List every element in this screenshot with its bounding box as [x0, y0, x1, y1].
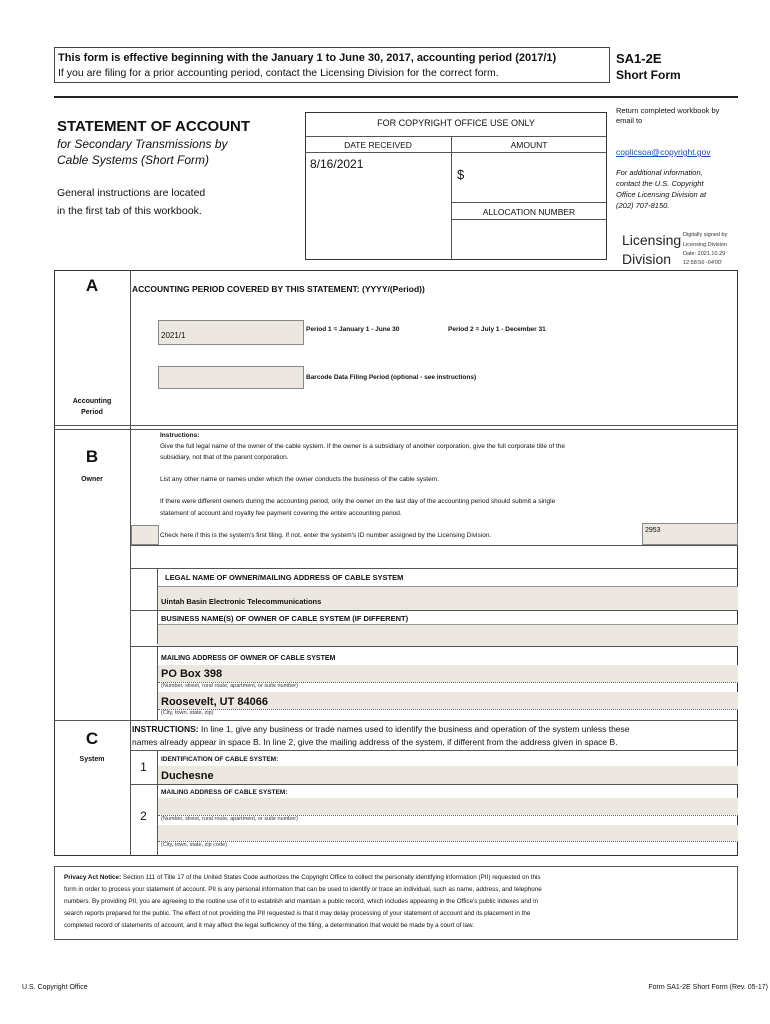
section-c-label: System	[79, 756, 105, 763]
owner-instructions-p3-l2: statement of account and royalty fee payment covering the entire accounting period.	[160, 510, 402, 517]
date-received-value[interactable]: 8/16/2021	[310, 157, 364, 171]
signature-note-2: Licensing Division	[683, 242, 728, 248]
contact-info-2: contact the U.S. Copyright	[616, 179, 704, 188]
barcode-period-label: Barcode Data Filing Period (optional - see instructions)	[306, 374, 477, 381]
date-received-label: DATE RECEIVED	[344, 140, 412, 150]
legal-name-value: Uintah Basin Electronic Telecommunications	[161, 597, 322, 606]
period-2-note: Period 2 = July 1 - December 31	[448, 326, 546, 333]
section-a-label-1: Accounting	[72, 398, 112, 405]
return-instructions-1: Return completed workbook by	[616, 106, 720, 115]
business-name-input[interactable]	[158, 624, 738, 646]
office-use-rule-1	[305, 136, 607, 137]
section-c-letter: C	[85, 729, 99, 748]
owner-instructions-p1-l1: Give the full legal name of the owner of the cable system. If the owner is a subsidiary of another corporation, give the full corporate title of the	[160, 443, 566, 450]
owner-city-hint: (City, town, state, zip)	[161, 710, 214, 716]
section-b-letter: B	[85, 447, 99, 466]
signature-note-3: Date: 2021.10.29	[683, 251, 726, 257]
owner-city-value: Roosevelt, UT 84066	[161, 696, 268, 708]
privacy-notice-bold: Privacy Act Notice:	[64, 874, 122, 881]
privacy-notice-l4: search reports prepared for the public. The effect of not providing the PII requested is that it may delay processing of your statement of account and its placement in the	[64, 910, 531, 917]
system-line-1-number: 1	[140, 760, 147, 774]
section-a-bottom-rule-2	[54, 429, 738, 430]
return-instructions-2: email to	[616, 116, 643, 125]
form-code: SA1-2E	[616, 51, 662, 66]
office-use-box	[305, 112, 607, 260]
period-1-note: Period 1 = January 1 - June 30	[306, 326, 400, 333]
system-instructions-text: In line 1, give any business or trade names used to identify the business and operation of the system unless these	[198, 724, 630, 734]
privacy-notice-l3: numbers. By providing PII, you are agreeing to the routine use of it to establish and maintain a public record, which includes appearing in the Office's public indexes and in	[64, 898, 538, 905]
section-c-rule-2	[130, 784, 738, 785]
barcode-period-input[interactable]	[158, 366, 304, 389]
system-instructions-bold: INSTRUCTIONS:	[132, 724, 199, 734]
section-b-rule-3	[130, 610, 738, 611]
system-line-2-number: 2	[140, 809, 147, 823]
system-ident-value: Duchesne	[161, 770, 214, 782]
owner-instructions-title: Instructions:	[160, 432, 200, 439]
section-c-rule-1	[130, 750, 738, 751]
footer-form-id: Form SA1-2E Short Form (Rev. 05-17)	[648, 984, 768, 991]
owner-street-input[interactable]	[158, 665, 738, 682]
owner-mailing-label: MAILING ADDRESS OF OWNER OF CABLE SYSTEM	[161, 655, 336, 662]
system-ident-input[interactable]	[158, 766, 738, 784]
section-a-label-2: Period	[81, 409, 103, 416]
owner-instructions-p1-l2: subsidiary, not that of the parent corporation.	[160, 454, 289, 461]
signature-name-1: Licensing	[622, 232, 682, 248]
email-link[interactable]: coplicsoa@copyright.gov	[616, 147, 711, 157]
page-subtitle-1: for Secondary Transmissions by	[57, 137, 228, 151]
system-city-input[interactable]	[158, 825, 738, 841]
office-use-heading: FOR COPYRIGHT OFFICE USE ONLY	[377, 118, 535, 128]
general-instructions-2: in the first tab of this workbook.	[57, 205, 202, 217]
general-instructions-1: General instructions are located	[57, 187, 206, 199]
privacy-notice-l1-text: Section 111 of Title 17 of the United States Code authorizes the Copyright Office to collect the personally identifying information (PII) requested on this	[121, 874, 541, 881]
footer-office: U.S. Copyright Office	[22, 984, 88, 991]
office-use-rule-2	[305, 152, 607, 153]
form-type: Short Form	[616, 68, 681, 82]
signature-note-4: 12:58:56 -04'00'	[683, 260, 723, 266]
effective-notice-line1: This form is effective beginning with the January 1 to June 30, 2017, accounting period (2017/1)	[58, 52, 557, 64]
legal-name-label: LEGAL NAME OF OWNER/MAILING ADDRESS OF CABLE SYSTEM	[165, 573, 404, 582]
first-filing-checkbox[interactable]	[131, 525, 159, 545]
contact-info-3: Office Licensing Division at	[616, 190, 707, 199]
section-a-bottom-rule-1	[54, 425, 738, 426]
section-b-label: Owner	[81, 476, 103, 483]
page-subtitle-2: Cable Systems (Short Form)	[57, 153, 210, 167]
contact-info-4: (202) 707-8150.	[616, 201, 670, 210]
section-b-rule-4	[130, 646, 738, 647]
privacy-notice-l2: form in order to process your statement of account. PII is any personal information that can be used to identify or trace an individual, such as name, address, and telephone	[64, 886, 542, 893]
signature-note-1: Digitally signed by	[683, 232, 728, 238]
owner-street-value: PO Box 398	[161, 668, 223, 680]
allocation-number-label: ALLOCATION NUMBER	[482, 207, 576, 217]
section-b-bottom-rule	[54, 720, 738, 721]
owner-instructions-p2: List any other name or names under which the owner conducts the business of the cable system.	[160, 476, 439, 483]
business-name-label: BUSINESS NAME(S) OF OWNER OF CABLE SYSTEM (IF DIFFERENT)	[161, 614, 409, 623]
section-a-letter: A	[85, 276, 99, 295]
accounting-period-heading: ACCOUNTING PERIOD COVERED BY THIS STATEMENT: (YYYY/(Period))	[132, 284, 425, 294]
first-filing-text: Check here if this is the system's first filing. If not, enter the system's ID number assigned by the Licensing Division.	[160, 532, 492, 539]
privacy-notice-l5: completed record of statements of account, and it may affect the legal sufficiency of the filing, a determination that would be made by a court of law.	[64, 922, 474, 929]
owner-street-hint: (Number, street, rural route, apartment, or suite number)	[161, 683, 298, 689]
signature-name-2: Division	[622, 251, 672, 267]
owner-instructions-p3-l1: If there were different owners during the accounting period, only the owner on the last day of the accounting period should submit a single	[160, 498, 556, 505]
section-b-rule-1	[130, 545, 738, 546]
system-mailing-label: MAILING ADDRESS OF CABLE SYSTEM:	[161, 789, 288, 796]
privacy-notice-l1	[64, 874, 541, 881]
amount-currency[interactable]: $	[457, 167, 465, 182]
system-street-input[interactable]	[158, 798, 738, 815]
amount-label: AMOUNT	[510, 140, 548, 150]
page-title: STATEMENT OF ACCOUNT	[57, 118, 251, 135]
accounting-period-value: 2021/1	[161, 331, 186, 340]
system-ident-label: IDENTIFICATION OF CABLE SYSTEM:	[161, 756, 279, 763]
system-city-hint: (City, town, state, zip code)	[161, 842, 227, 848]
system-instructions-l1	[132, 724, 630, 734]
section-b-rule-2	[130, 568, 738, 569]
contact-info-1: For additional information,	[616, 168, 703, 177]
office-use-rule-3	[451, 202, 607, 203]
office-use-divider	[451, 136, 452, 260]
header-rule	[54, 96, 738, 98]
system-id-value: 2953	[645, 527, 661, 534]
system-city-underline	[158, 841, 738, 842]
system-street-hint: (Number, street, rural route, apartment, or suite number)	[161, 816, 298, 822]
system-instructions-l2: names already appear in space B. In line 2, give the mailing address of the system, if different from the address given in space B.	[132, 737, 618, 747]
office-use-rule-4	[451, 219, 607, 220]
effective-notice-line2: If you are filing for a prior accounting period, contact the Licensing Division for the correct form.	[58, 67, 499, 79]
owner-city-underline	[158, 709, 738, 710]
